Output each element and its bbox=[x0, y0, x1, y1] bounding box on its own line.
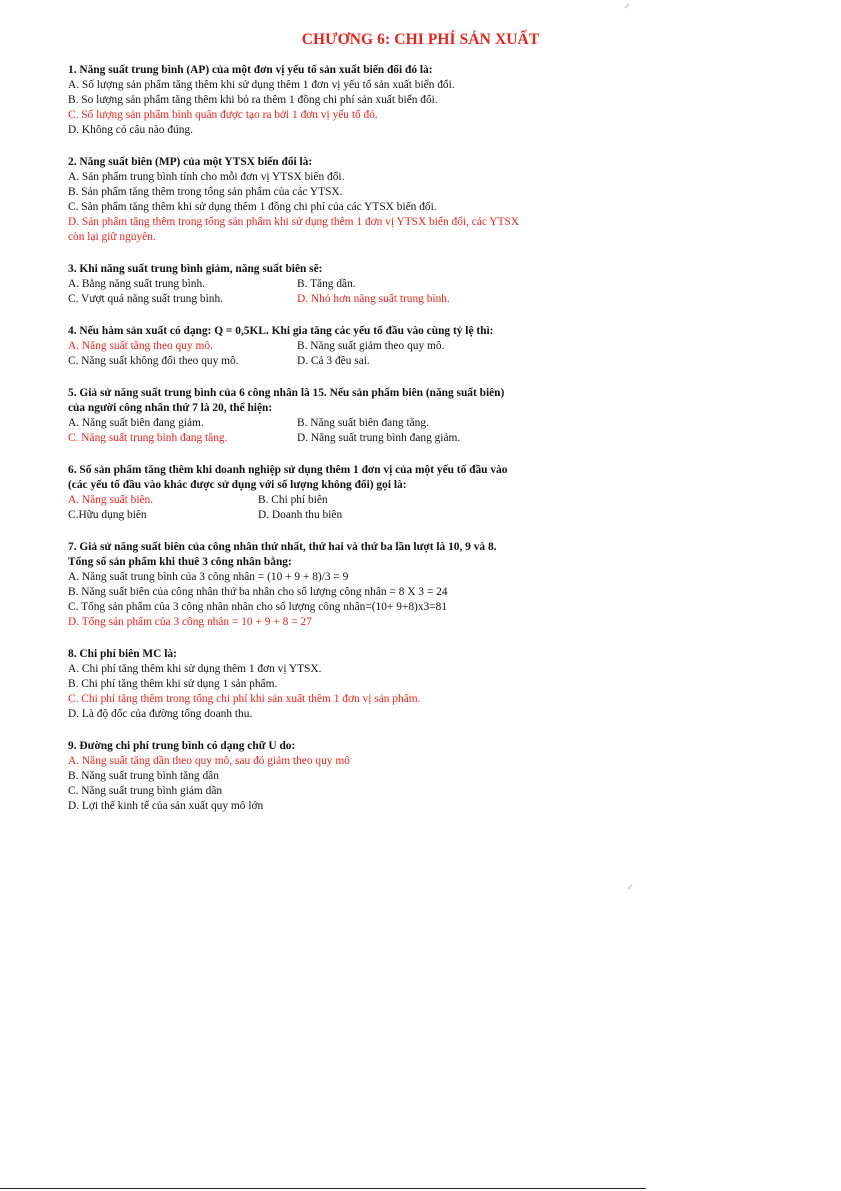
question-3 bbox=[68, 262, 628, 307]
question-1 bbox=[68, 63, 628, 138]
option-d: D. Năng suất trung bình đang giảm. bbox=[297, 432, 461, 444]
question-heading-continued: của người công nhân thứ 7 là 20, thể hiện: bbox=[68, 402, 273, 414]
question-heading: 9. Đường chi phí trung bình có dạng chữ U do: bbox=[68, 740, 296, 752]
option-row bbox=[68, 292, 628, 307]
option-b: B. Chi phí tăng thêm khi sử dụng 1 sản phẩm. bbox=[68, 678, 278, 690]
option-d: D. Là độ dốc của đường tổng doanh thu. bbox=[68, 708, 253, 720]
question-heading: 4. Nếu hàm sản xuất có dạng: Q = 0,5KL. Khi gia tăng các yếu tố đầu vào cùng tỷ lệ thì: bbox=[68, 325, 494, 337]
option-a: A. Số lượng sản phẩm tăng thêm khi sử dụng thêm 1 đơn vị yếu tố sản xuất biến đổi. bbox=[68, 79, 455, 91]
question-heading: 1. Năng suất trung bình (AP) của một đơn vị yếu tố sản xuất biến đổi đó là: bbox=[68, 64, 433, 76]
option-row bbox=[68, 354, 628, 369]
option-d: D. Doanh thu biên bbox=[258, 509, 343, 521]
question-heading: 7. Giả sử năng suất biên của công nhân thứ nhất, thứ hai và thứ ba lần lượt là 10, 9 và 8. bbox=[68, 541, 497, 553]
option-c: C. Năng suất trung bình giảm dần bbox=[68, 785, 223, 797]
option-a: A. Chi phí tăng thêm khi sử dụng thêm 1 đơn vị YTSX. bbox=[68, 663, 322, 675]
option-row bbox=[68, 431, 628, 446]
option-d: D. Lợi thế kinh tế của sản xuất quy mô lớn bbox=[68, 800, 264, 812]
option-b: B. Năng suất giảm theo quy mô. bbox=[297, 340, 445, 352]
question-6 bbox=[68, 463, 628, 523]
option-a: A. Năng suất biên đang giảm. bbox=[68, 417, 204, 429]
chapter-title: CHƯƠNG 6: CHI PHÍ SẢN XUẤT bbox=[301, 31, 540, 48]
option-c-answer: C. Số lượng sản phẩm bình quân được tạo ra bởi 1 đơn vị yếu tố đó. bbox=[68, 109, 378, 121]
question-4 bbox=[68, 324, 628, 369]
option-c: C. Vượt quá năng suất trung bình. bbox=[68, 293, 223, 305]
question-heading: 2. Năng suất biên (MP) của một YTSX biến đổi là: bbox=[68, 156, 313, 168]
scan-mark bbox=[627, 884, 633, 890]
option-d-answer: D. Tổng sản phẩm của 3 công nhân = 10 + 9 + 8 = 27 bbox=[68, 616, 312, 628]
option-a: A. Năng suất trung bình của 3 công nhân = (10 + 9 + 8)/3 = 9 bbox=[68, 571, 349, 583]
question-heading-continued: Tổng số sản phẩm khi thuê 3 công nhân bằng: bbox=[68, 556, 292, 568]
option-c: C.Hữu dụng biên bbox=[68, 509, 147, 521]
option-d-answer-continued: còn lại giữ nguyên. bbox=[68, 231, 156, 243]
option-a-answer: A. Năng suất tăng dần theo quy mô, sau đó giảm theo quy mô bbox=[68, 755, 350, 767]
question-heading-continued: (các yếu tố đầu vào khác được sử dụng với số lượng không đổi) gọi là: bbox=[68, 479, 407, 491]
option-d-answer: D. Nhỏ hơn năng suất trung bình. bbox=[297, 293, 450, 305]
option-d: D. Cả 3 đều sai. bbox=[297, 355, 370, 367]
option-c: C. Năng suất không đổi theo quy mô. bbox=[68, 355, 239, 367]
question-8 bbox=[68, 647, 628, 722]
option-a: A. Sản phẩm trung bình tính cho mỗi đơn vị YTSX biến đổi. bbox=[68, 171, 345, 183]
option-row bbox=[68, 277, 628, 292]
question-heading: 5. Giả sử năng suất trung bình của 6 công nhân là 15. Nếu sản phẩm biên (năng suất biên) bbox=[68, 387, 505, 399]
option-b: B. Chi phí biên bbox=[258, 494, 328, 506]
question-2 bbox=[68, 155, 628, 245]
option-c-answer: C. Chi phí tăng thêm trong tổng chi phí khi sản xuất thêm 1 đơn vị sản phẩm. bbox=[68, 693, 421, 705]
option-row bbox=[68, 416, 628, 431]
option-row bbox=[68, 493, 628, 508]
option-b: B. Sản phẩm tăng thêm trong tổng sản phẩm của các YTSX. bbox=[68, 186, 343, 198]
option-d-answer: D. Sản phẩm tăng thêm trong tổng sản phẩm khi sử dụng thêm 1 đơn vị YTSX biến đổi, các YTSX bbox=[68, 216, 520, 228]
question-heading: 6. Số sản phẩm tăng thêm khi doanh nghiệp sử dụng thêm 1 đơn vị của một yếu tố đầu vào bbox=[68, 464, 508, 476]
question-7 bbox=[68, 540, 628, 630]
question-9 bbox=[68, 739, 628, 814]
question-5 bbox=[68, 386, 628, 446]
option-c: C. Tổng sản phẩm của 3 công nhân nhân cho số lượng công nhân=(10+ 9+8)x3=81 bbox=[68, 601, 448, 613]
question-heading: 3. Khi năng suất trung bình giảm, năng suất biên sẽ: bbox=[68, 263, 323, 275]
scan-mark bbox=[624, 3, 630, 9]
bottom-rule bbox=[0, 1188, 646, 1189]
option-row bbox=[68, 508, 628, 523]
option-a-answer: A. Năng suất biên. bbox=[68, 494, 154, 506]
question-list bbox=[68, 63, 628, 831]
option-b: B. Năng suất biên đang tăng. bbox=[297, 417, 429, 429]
option-b: B. So lượng sản phẩm tăng thêm khi bỏ ra thêm 1 đồng chi phí sản xuất biến đổi. bbox=[68, 94, 438, 106]
option-row bbox=[68, 339, 628, 354]
option-c-answer: C. Năng suất trung bình đang tăng. bbox=[68, 432, 228, 444]
option-b: B. Năng suất biên của công nhân thứ ba nhân cho số lượng công nhân = 8 X 3 = 24 bbox=[68, 586, 448, 598]
option-b: B. Tăng dần. bbox=[297, 278, 356, 290]
option-c: C. Sản phẩm tăng thêm khi sử dụng thêm 1 đồng chi phí của các YTSX biến đổi. bbox=[68, 201, 437, 213]
option-a: A. Bằng năng suất trung bình. bbox=[68, 278, 205, 290]
question-heading: 8. Chi phí biên MC là: bbox=[68, 648, 177, 660]
option-a-answer: A. Năng suất tăng theo quy mô. bbox=[68, 340, 213, 352]
option-d: D. Không có câu nào đúng. bbox=[68, 124, 193, 136]
option-b: B. Năng suất trung bình tăng dần bbox=[68, 770, 219, 782]
